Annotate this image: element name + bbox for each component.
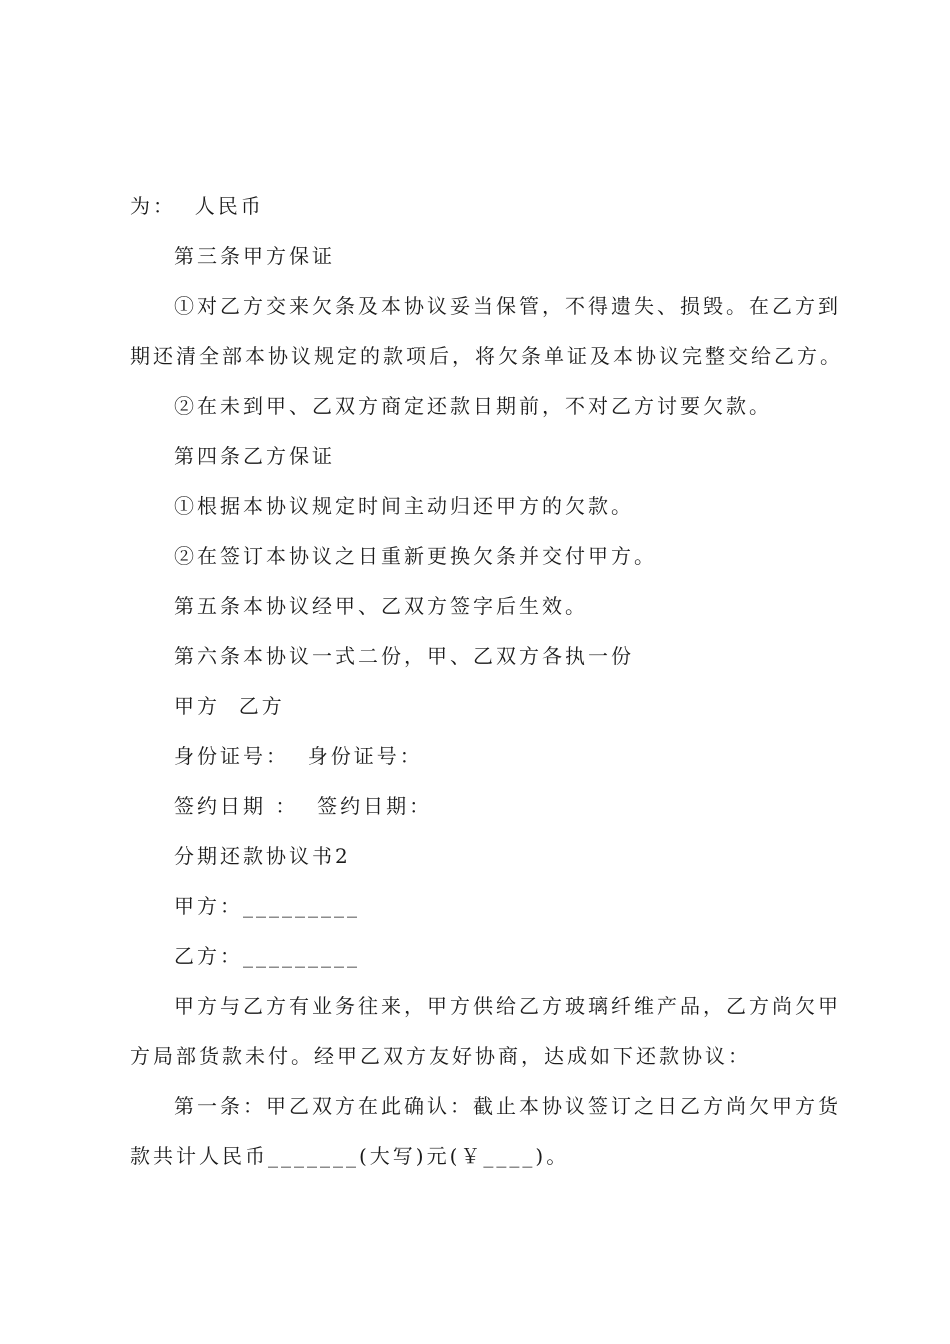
id-number-fields: 身份证号： 身份证号： (174, 744, 423, 768)
section-heading: 第三条甲方保证 (174, 244, 335, 268)
signing-date-fields: 签约日期 ： 签约日期： (174, 794, 433, 818)
party-a-field: 甲方：_________ (174, 894, 360, 918)
party-b-field: 乙方：_________ (174, 944, 360, 968)
text-line: ②在未到甲、乙双方商定还款日期前，不对乙方讨要欠款。 (174, 394, 772, 418)
text-line: 期还清全部本协议规定的款项后，将欠条单证及本协议完整交给乙方。 (130, 344, 843, 368)
text-line: 款共计人民币_______(大写)元(￥____)。 (130, 1144, 570, 1168)
section-heading: 第四条乙方保证 (174, 444, 335, 468)
text-line: 第一条：甲乙双方在此确认：截止本协议签订之日乙方尚欠甲方货 (174, 1094, 841, 1118)
text-line: 甲方与乙方有业务往来，甲方供给乙方玻璃纤维产品，乙方尚欠甲 (174, 994, 841, 1018)
signature-parties: 甲方 乙方 (174, 694, 285, 718)
document-title: 分期还款协议书2 (174, 844, 351, 868)
text-line: 为： 人民币 (130, 194, 264, 218)
text-line: 第五条本协议经甲、乙双方签字后生效。 (174, 594, 588, 618)
text-line: ②在签订本协议之日重新更换欠条并交付甲方。 (174, 544, 657, 568)
text-line: 第六条本协议一式二份，甲、乙双方各执一份 (174, 644, 634, 668)
text-line: ①对乙方交来欠条及本协议妥当保管，不得遗失、损毁。在乙方到 (174, 294, 841, 318)
text-line: 方局部货款未付。经甲乙双方友好协商，达成如下还款协议： (130, 1044, 751, 1068)
text-line: ①根据本协议规定时间主动归还甲方的欠款。 (174, 494, 634, 518)
